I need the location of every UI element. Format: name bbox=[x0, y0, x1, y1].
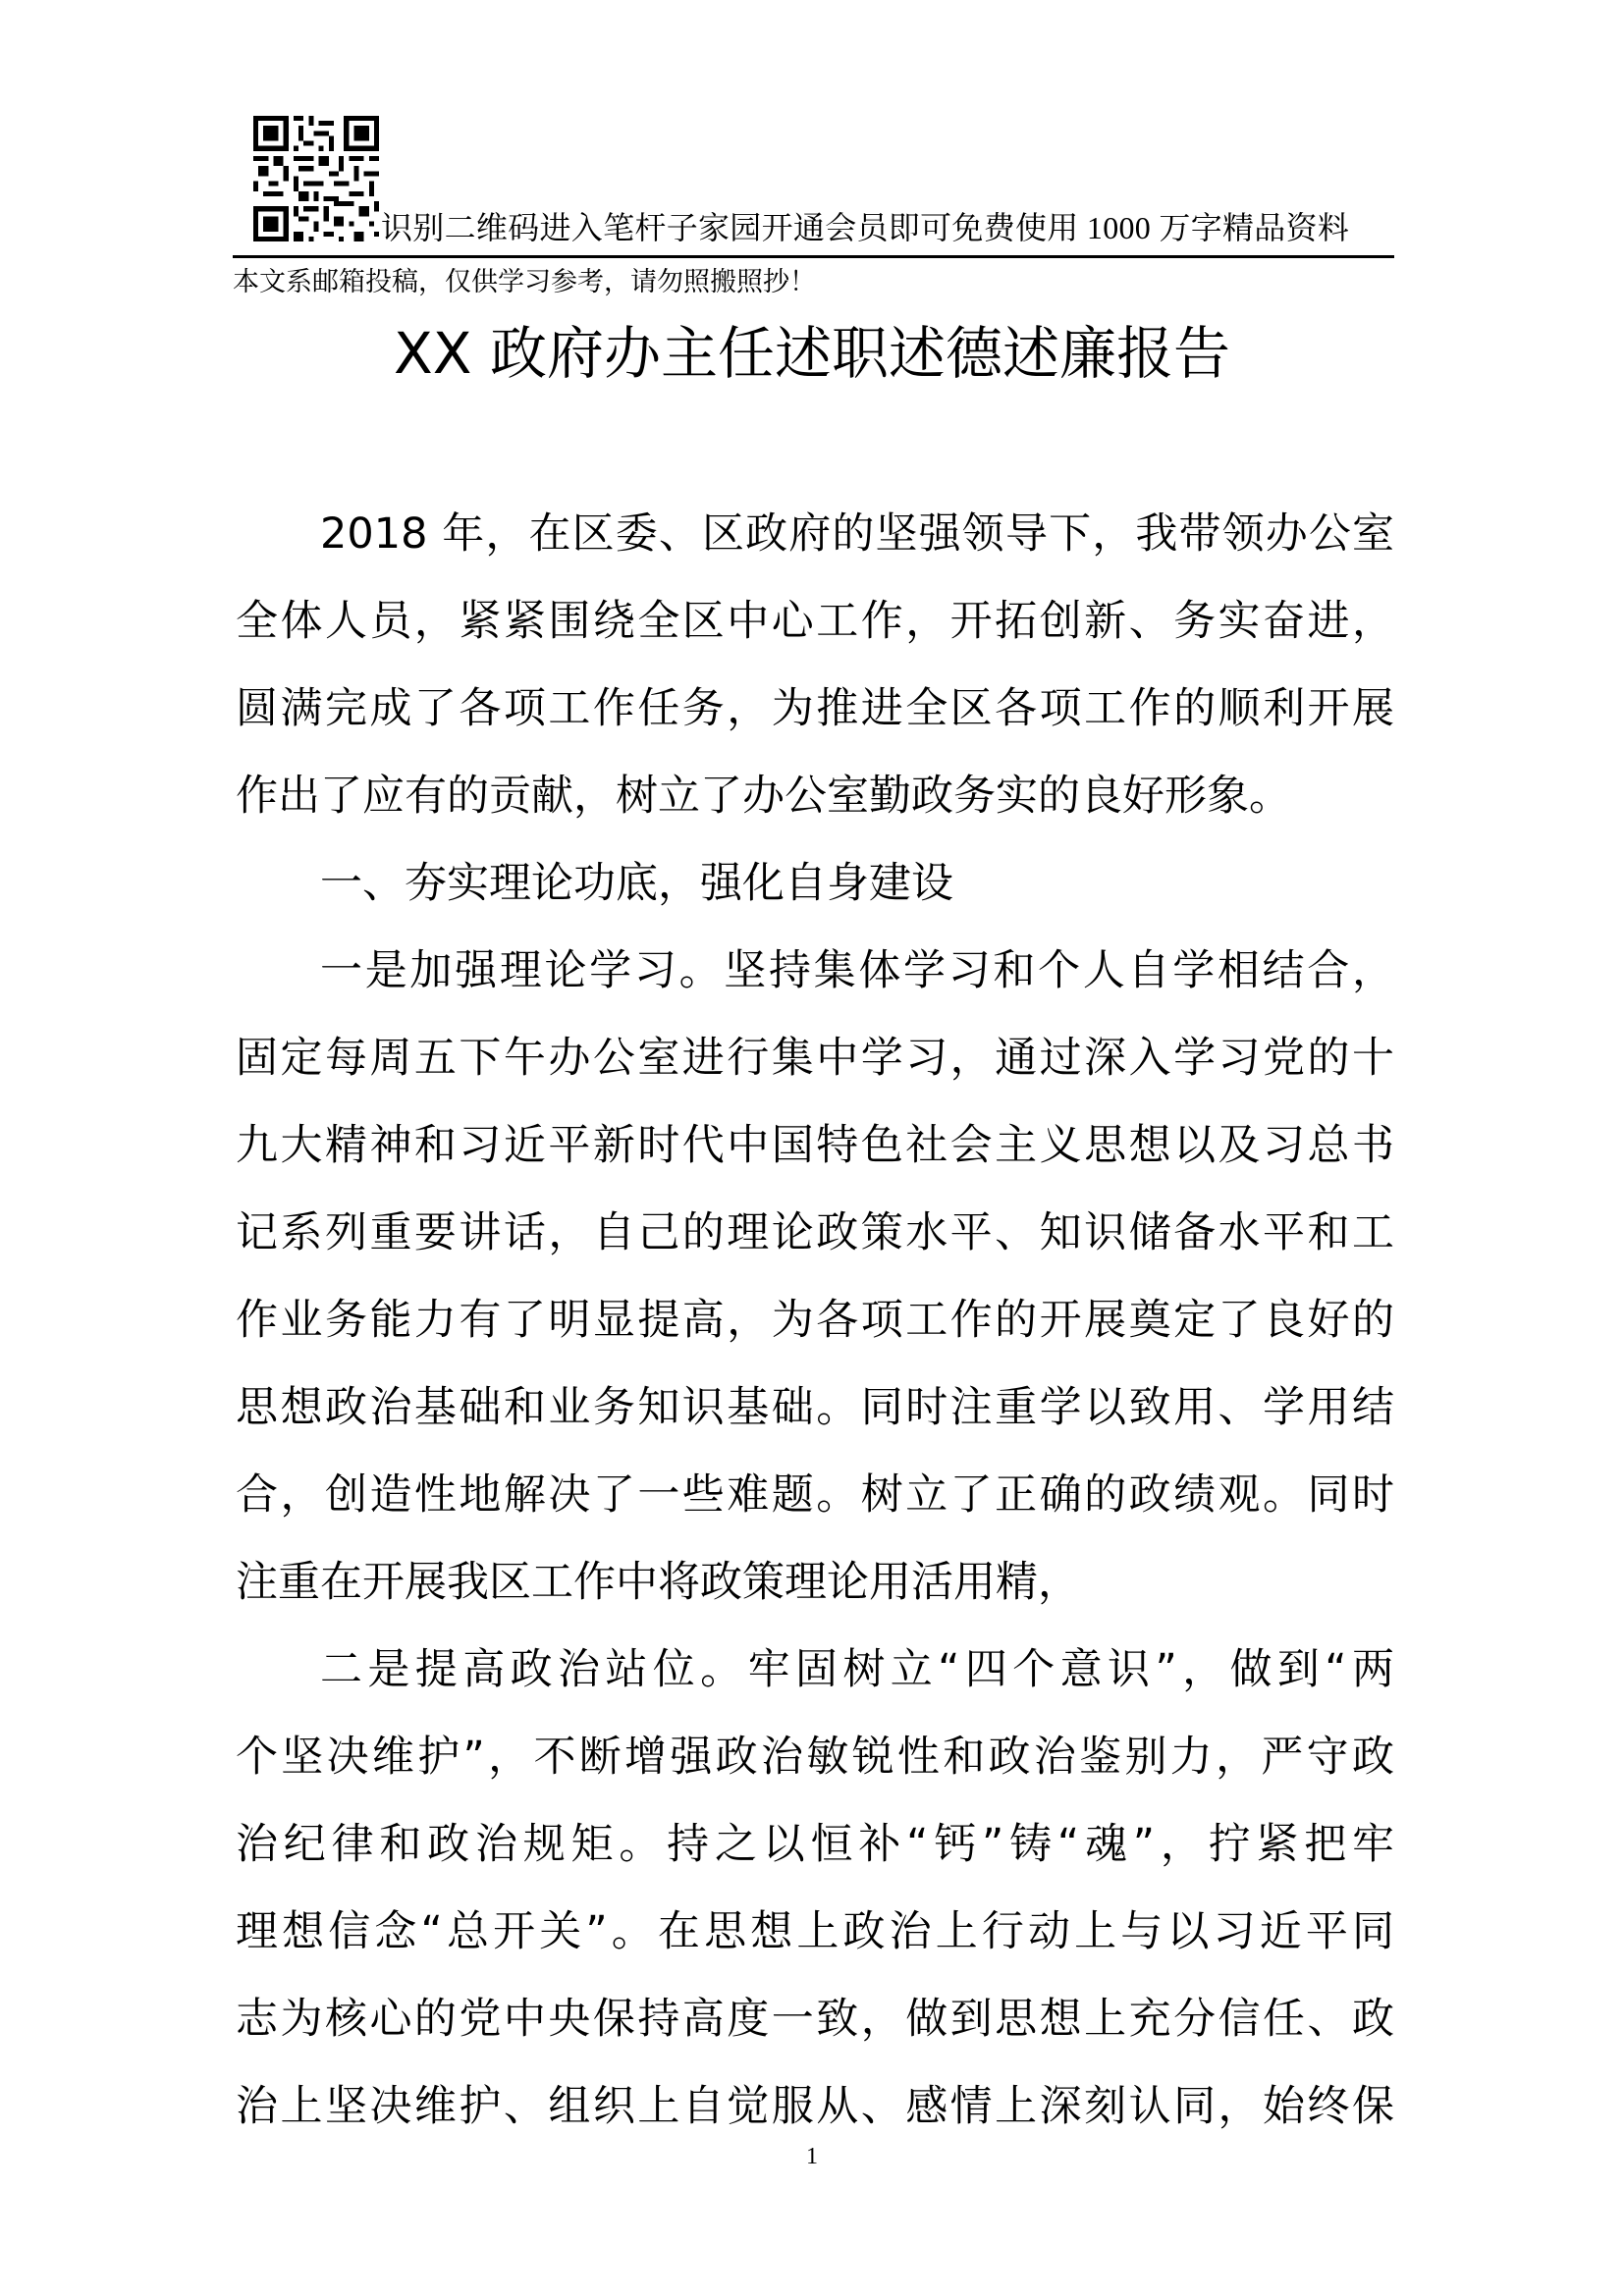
paragraph-line bbox=[236, 1801, 1394, 1889]
line-text: 一是加强理论学习。坚持集体学习和个人自学相结合， bbox=[320, 946, 1394, 995]
paragraph-line bbox=[236, 1976, 1394, 2063]
line-text: 二是提高政治站位。牢固树立“四个意识”，做到“两 bbox=[320, 1645, 1394, 1694]
paragraph-line bbox=[236, 1190, 1394, 1277]
paragraph-line bbox=[236, 840, 1394, 928]
page-number: 1 bbox=[806, 2144, 818, 2169]
paragraph-line bbox=[236, 1015, 1394, 1102]
document-body bbox=[236, 491, 1394, 2151]
line-text: 注重在开展我区工作中将政策理论用活用精， bbox=[236, 1558, 1080, 1607]
paragraph-line bbox=[236, 928, 1394, 1015]
paragraph-line bbox=[236, 491, 1394, 578]
line-text: 记系列重要讲话，自己的理论政策水平、知识储备水平和工 bbox=[236, 1208, 1394, 1257]
paragraph-line bbox=[236, 1889, 1394, 1976]
paragraph-line bbox=[236, 753, 1394, 840]
line-text: 治上坚决维护、组织上自觉服从、感情上深刻认同，始终保 bbox=[236, 2082, 1394, 2131]
paragraph-line bbox=[236, 1539, 1394, 1627]
promo-caption: 识别二维码进入笔杆子家园开通会员即可免费使用 1000 万字精品资料 bbox=[381, 210, 1350, 245]
paragraph-line bbox=[236, 1102, 1394, 1190]
line-text: 固定每周五下午办公室进行集中学习，通过深入学习党的十 bbox=[236, 1034, 1394, 1083]
line-text: 九大精神和习近平新时代中国特色社会主义思想以及习总书 bbox=[236, 1121, 1394, 1170]
line-text: 思想政治基础和业务知识基础。同时注重学以致用、学用结 bbox=[236, 1383, 1394, 1432]
paragraph-line bbox=[236, 666, 1394, 753]
paragraph-line bbox=[236, 1452, 1394, 1539]
line-text: 全体人员，紧紧围绕全区中心工作，开拓创新、务实奋进， bbox=[236, 597, 1394, 646]
line-text: 治纪律和政治规矩。持之以恒补“钙”铸“魂”，拧紧把牢 bbox=[236, 1820, 1394, 1869]
line-text: 作业务能力有了明显提高，为各项工作的开展奠定了良好的 bbox=[236, 1296, 1394, 1345]
header-divider bbox=[233, 255, 1394, 258]
line-text: 一、夯实理论功底，强化自身建设 bbox=[320, 859, 953, 908]
copyright-notice: 本文系邮箱投稿，仅供学习参考，请勿照搬照抄！ bbox=[233, 267, 816, 297]
paragraph-line bbox=[236, 1714, 1394, 1801]
paragraph-line bbox=[236, 578, 1394, 666]
line-text: 圆满完成了各项工作任务，为推进全区各项工作的顺利开展 bbox=[236, 684, 1394, 733]
line-text: 个坚决维护”，不断增强政治敏锐性和政治鉴别力，严守政 bbox=[236, 1733, 1394, 1782]
paragraph-line bbox=[236, 1277, 1394, 1364]
document-title: XX 政府办主任述职述德述廉报告 bbox=[394, 320, 1230, 387]
line-text: 2018 年，在区委、区政府的坚强领导下，我带领办公室 bbox=[320, 509, 1394, 559]
line-text: 作出了应有的贡献，树立了办公室勤政务实的良好形象。 bbox=[236, 772, 1291, 821]
paragraph-line bbox=[236, 2063, 1394, 2151]
qr-code-icon[interactable] bbox=[253, 116, 379, 241]
paragraph-line bbox=[236, 1627, 1394, 1714]
line-text: 志为核心的党中央保持高度一致，做到思想上充分信任、政 bbox=[236, 1995, 1394, 2044]
line-text: 理想信念“总开关”。在思想上政治上行动上与以习近平同 bbox=[236, 1907, 1394, 1956]
qr-code-graphic bbox=[253, 116, 379, 241]
line-text: 合，创造性地解决了一些难题。树立了正确的政绩观。同时 bbox=[236, 1470, 1394, 1520]
paragraph-line bbox=[236, 1364, 1394, 1452]
